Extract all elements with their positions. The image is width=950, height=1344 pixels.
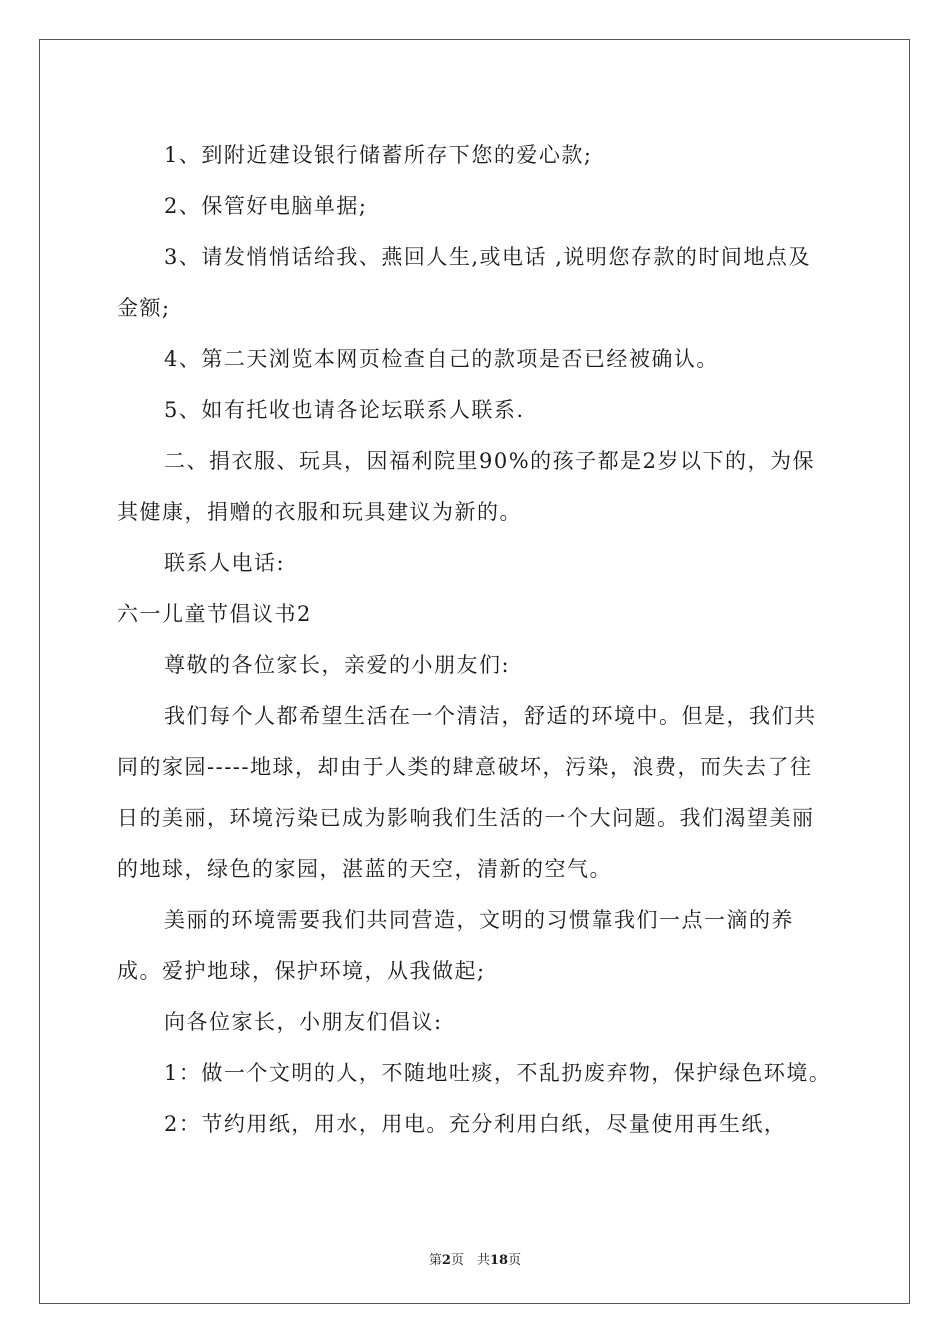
paragraph: 二、捐衣服、玩具，因福利院里90%的孩子都是2岁以下的，为保其健康，捐赠的衣服和玩具建议为新的。 xyxy=(117,449,816,524)
paragraph: 我们每个人都希望生活在一个清洁，舒适的环境中。但是，我们共同的家园-----地球，却由于人类的肆意破坏，污染，浪费，而失去了往日的美丽，环境污染已成为影响我们生活的一个大问题。我们渴望美丽的地球，绿色的家园，湛蓝的天空，清新的空气。 xyxy=(117,704,817,881)
current-page-number: 2 xyxy=(441,1253,451,1268)
paragraph: 1、到附近建设银行储蓄所存下您的爱心款; xyxy=(164,143,593,167)
paragraph: 2：节约用纸，用水，用电。充分利用白纸，尽量使用再生纸， xyxy=(164,1112,787,1136)
paragraph: 2、保管好电脑单据; xyxy=(164,194,368,218)
paragraph: 4、第二天浏览本网页检查自己的款项是否已经被确认。 xyxy=(164,347,719,371)
paragraph: 尊敬的各位家长，亲爱的小朋友们: xyxy=(164,653,511,677)
footer-prefix: 第 xyxy=(428,1253,442,1268)
paragraph: 5、如有托收也请各论坛联系人联系. xyxy=(164,398,525,422)
document-body xyxy=(117,130,833,1150)
total-page-number: 18 xyxy=(489,1253,509,1268)
footer-suffix: 页 xyxy=(508,1253,522,1268)
paragraph: 1：做一个文明的人，不随地吐痰，不乱扔废弃物，保护绿色环境。 xyxy=(164,1061,832,1085)
section-heading: 六一儿童节倡议书2 xyxy=(117,602,312,626)
paragraph: 向各位家长，小朋友们倡议: xyxy=(164,1010,443,1034)
footer-mid: 页 共 xyxy=(450,1253,490,1268)
paragraph: 美丽的环境需要我们共同营造，文明的习惯靠我们一点一滴的养成。爱护地球，保护环境，从我做起; xyxy=(117,908,794,983)
page-footer xyxy=(0,1249,950,1268)
paragraph: 3、请发悄悄话给我、燕回人生,或电话 ,说明您存款的时间地点及金额; xyxy=(117,245,811,320)
paragraph: 联系人电话: xyxy=(164,551,286,575)
